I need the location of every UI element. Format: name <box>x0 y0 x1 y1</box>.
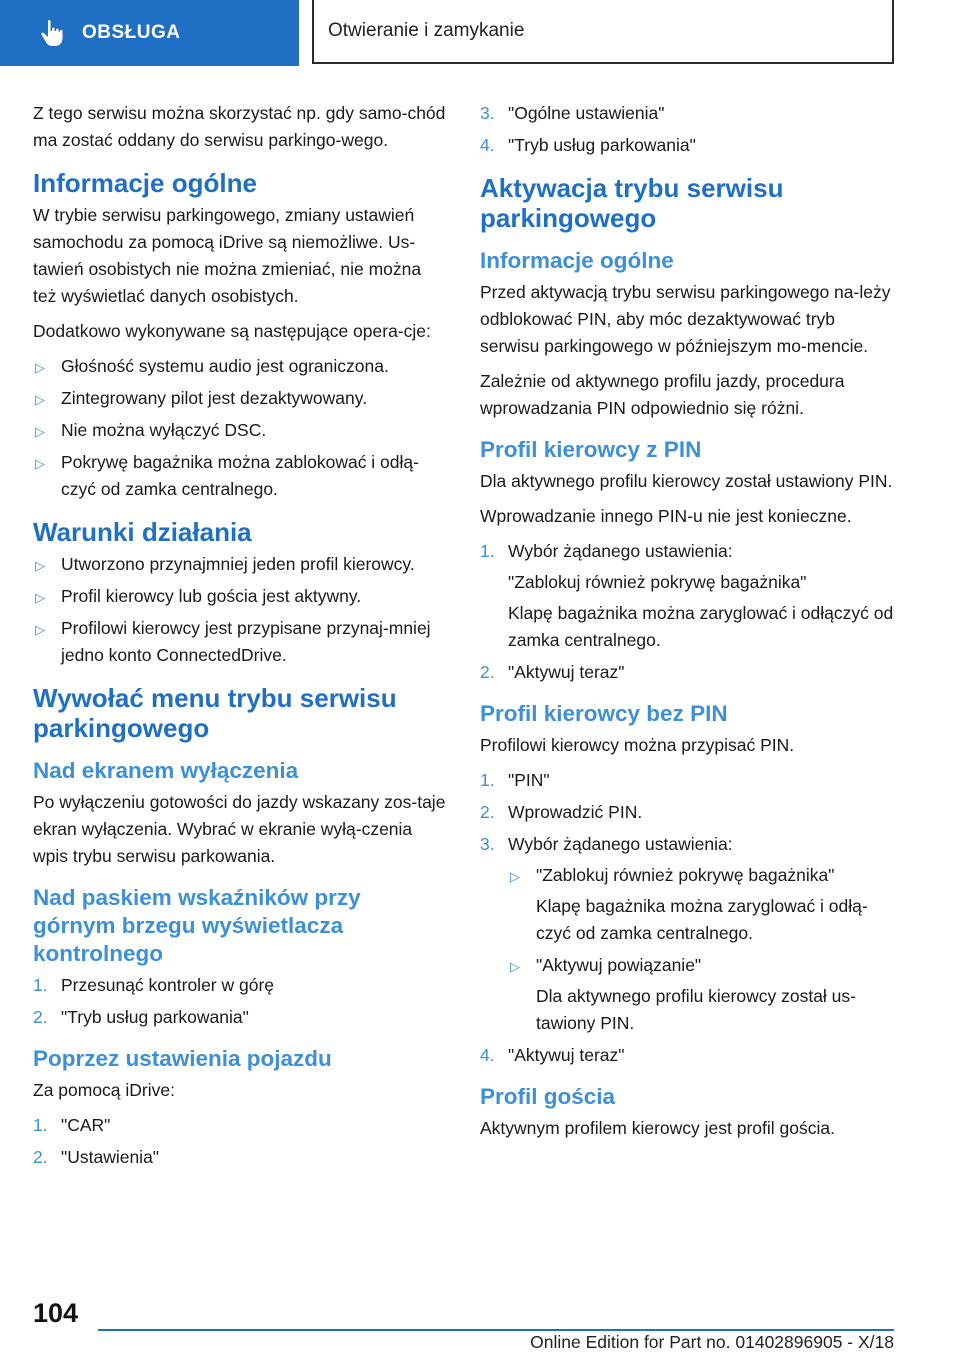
heading-general-info: Informacje ogólne <box>33 168 257 198</box>
settings-options-list <box>508 862 896 1037</box>
status-bar-steps <box>33 972 449 1031</box>
list-item: 3. "Ogólne ustawienia" <box>480 103 665 123</box>
list-item: ▷ Głośność systemu audio jest ograniczona. <box>33 353 449 380</box>
list-item: ▷ Nie można wyłączyć DSC. <box>33 417 449 444</box>
general-paragraph-1: W trybie serwisu parkingowego, zmiany ustawień samochodu za pomocą iDrive są niemożliwe. Us-tawień osobistych nie można zmieniać, nie można też wyświetlać danych osobistych. <box>33 205 422 306</box>
list-item: 2. "Ustawienia" <box>33 1147 160 1167</box>
operations-list <box>33 353 449 503</box>
heading-without-pin: Profil kierowcy bez PIN <box>480 701 728 726</box>
heading-vehicle-settings: Poprzez ustawienia pojazdu <box>33 1046 332 1071</box>
section-tab[interactable] <box>0 0 299 66</box>
edition-note: Online Edition for Part no. 01402896905 - X/18 <box>530 1332 894 1352</box>
list-item: 4. "Tryb usług parkowania" <box>480 135 696 155</box>
list-item: 2. "Aktywuj teraz" <box>480 662 625 682</box>
triangle-bullet-icon: ▷ <box>35 622 45 637</box>
vehicle-steps <box>33 1112 449 1171</box>
continued-steps <box>480 100 896 159</box>
heading-with-pin: Profil kierowcy z PIN <box>480 437 702 462</box>
heading-general-info-2: Informacje ogólne <box>480 248 674 273</box>
page-header <box>0 0 960 66</box>
list-item: ▷ Profil kierowcy lub gościa jest aktywny. <box>33 583 449 610</box>
with-pin-paragraph-1: Dla aktywnego profilu kierowcy został ustawiony PIN. <box>480 471 893 491</box>
without-pin-paragraph: Profilowi kierowcy można przypisać PIN. <box>480 735 795 755</box>
screen-off-paragraph: Po wyłączeniu gotowości do jazdy wskazany zos-taje ekran wyłączenia. Wybrać w ekranie wyłą-czenia wpis trybu serwisu parkowania. <box>33 792 446 866</box>
option-description: Klapę bagażnika można zaryglować i odłą-czyć od zamka centralnego. <box>536 896 868 943</box>
guest-paragraph: Aktywnym profilem kierowcy jest profil gościa. <box>480 1118 835 1138</box>
list-item: 3. Wybór żądanego ustawienia: ▷ "Zablokuj również pokrywę bagażnika" Klapę bagażnika można zaryglować i odłą-czyć od zamka centralnego. ▷ "Aktywuj powiązanie" Dla aktywnego profilu kierowcy został us-tawiony PIN. <box>480 831 896 1037</box>
triangle-bullet-icon: ▷ <box>35 590 45 605</box>
heading-activation: Aktywacja trybu serwisu parkingowego <box>480 173 784 233</box>
vehicle-paragraph: Za pomocą iDrive: <box>33 1080 175 1100</box>
list-item: 2. Wprowadzić PIN. <box>480 802 643 822</box>
without-pin-steps <box>480 767 896 1069</box>
list-item: ▷ Utworzono przynajmniej jeden profil kierowcy. <box>33 551 449 578</box>
chapter-tab[interactable] <box>312 0 894 64</box>
list-item: 2. "Tryb usług parkowania" <box>33 1007 249 1027</box>
intro-text: Z tego serwisu można skorzystać np. gdy samo-chód ma zostać oddany do serwisu parkingo-wego. <box>33 103 446 150</box>
heading-conditions: Warunki działania <box>33 517 252 547</box>
list-item: ▷ Pokrywę bagażnika można zablokować i odłą-czyć od zamka centralnego. <box>35 452 419 499</box>
triangle-bullet-icon: ▷ <box>35 424 45 439</box>
triangle-bullet-icon: ▷ <box>35 456 45 471</box>
list-item: ▷ Zintegrowany pilot jest dezaktywowany. <box>33 385 449 412</box>
page-number: 104 <box>33 1298 79 1328</box>
right-column <box>480 100 896 1150</box>
heading-status-bar: Nad paskiem wskaźników przy górnym brzegu wyświetlacza kontrolnego <box>33 885 361 966</box>
heading-screen-off: Nad ekranem wyłączenia <box>33 758 299 783</box>
list-item: ▷ "Zablokuj również pokrywę bagażnika" Klapę bagażnika można zaryglować i odłą-czyć od zamka centralnego. <box>508 862 896 947</box>
list-item: 1. "CAR" <box>33 1115 111 1135</box>
list-item: ▷ "Aktywuj powiązanie" Dla aktywnego profilu kierowcy został us-tawiony PIN. <box>508 952 896 1037</box>
option-label: "Zablokuj również pokrywę bagażnika" <box>508 572 807 592</box>
list-item: 1. "PIN" <box>480 770 550 790</box>
option-description: Dla aktywnego profilu kierowcy został us-tawiony PIN. <box>536 986 856 1033</box>
section-label: OBSŁUGA <box>82 22 181 43</box>
heading-call-menu: Wywołać menu trybu serwisu parkingowego <box>33 683 397 743</box>
list-item: 1. Przesunąć kontroler w górę <box>33 975 275 995</box>
with-pin-steps <box>480 538 896 686</box>
general2-paragraph-1: Przed aktywacją trybu serwisu parkingowego na-leży odblokować PIN, aby móc dezaktywować tryb serwisu parkingowego w późniejszym mo-mencie. <box>480 282 891 356</box>
heading-guest-profile: Profil gościa <box>480 1084 616 1109</box>
option-description: Klapę bagażnika można zaryglować i odłączyć od zamka centralnego. <box>508 603 894 650</box>
conditions-list <box>33 551 449 669</box>
with-pin-paragraph-2: Wprowadzanie innego PIN-u nie jest konieczne. <box>480 506 852 526</box>
triangle-bullet-icon: ▷ <box>35 392 45 407</box>
list-item: 4. "Aktywuj teraz" <box>480 1045 625 1065</box>
triangle-bullet-icon: ▷ <box>35 558 45 573</box>
general2-paragraph-2: Zależnie od aktywnego profilu jazdy, procedura wprowadzania PIN odpowiednio się różni. <box>480 371 845 418</box>
triangle-bullet-icon: ▷ <box>35 360 45 375</box>
footer-divider <box>98 1329 894 1331</box>
list-item: ▷ Profilowi kierowcy jest przypisane przynaj-mniej jedno konto ConnectedDrive. <box>35 618 431 665</box>
triangle-bullet-icon: ▷ <box>510 959 520 974</box>
chapter-label: Otwieranie i zamykanie <box>328 20 525 41</box>
general-paragraph-2: Dodatkowo wykonywane są następujące opera-cje: <box>33 321 431 341</box>
hand-pointer-icon <box>38 18 68 48</box>
triangle-bullet-icon: ▷ <box>510 869 520 884</box>
left-column <box>33 100 449 1179</box>
list-item: 1. Wybór żądanego ustawienia: "Zablokuj również pokrywę bagażnika" Klapę bagażnika można zaryglować i odłączyć od zamka centralnego. <box>480 538 896 654</box>
